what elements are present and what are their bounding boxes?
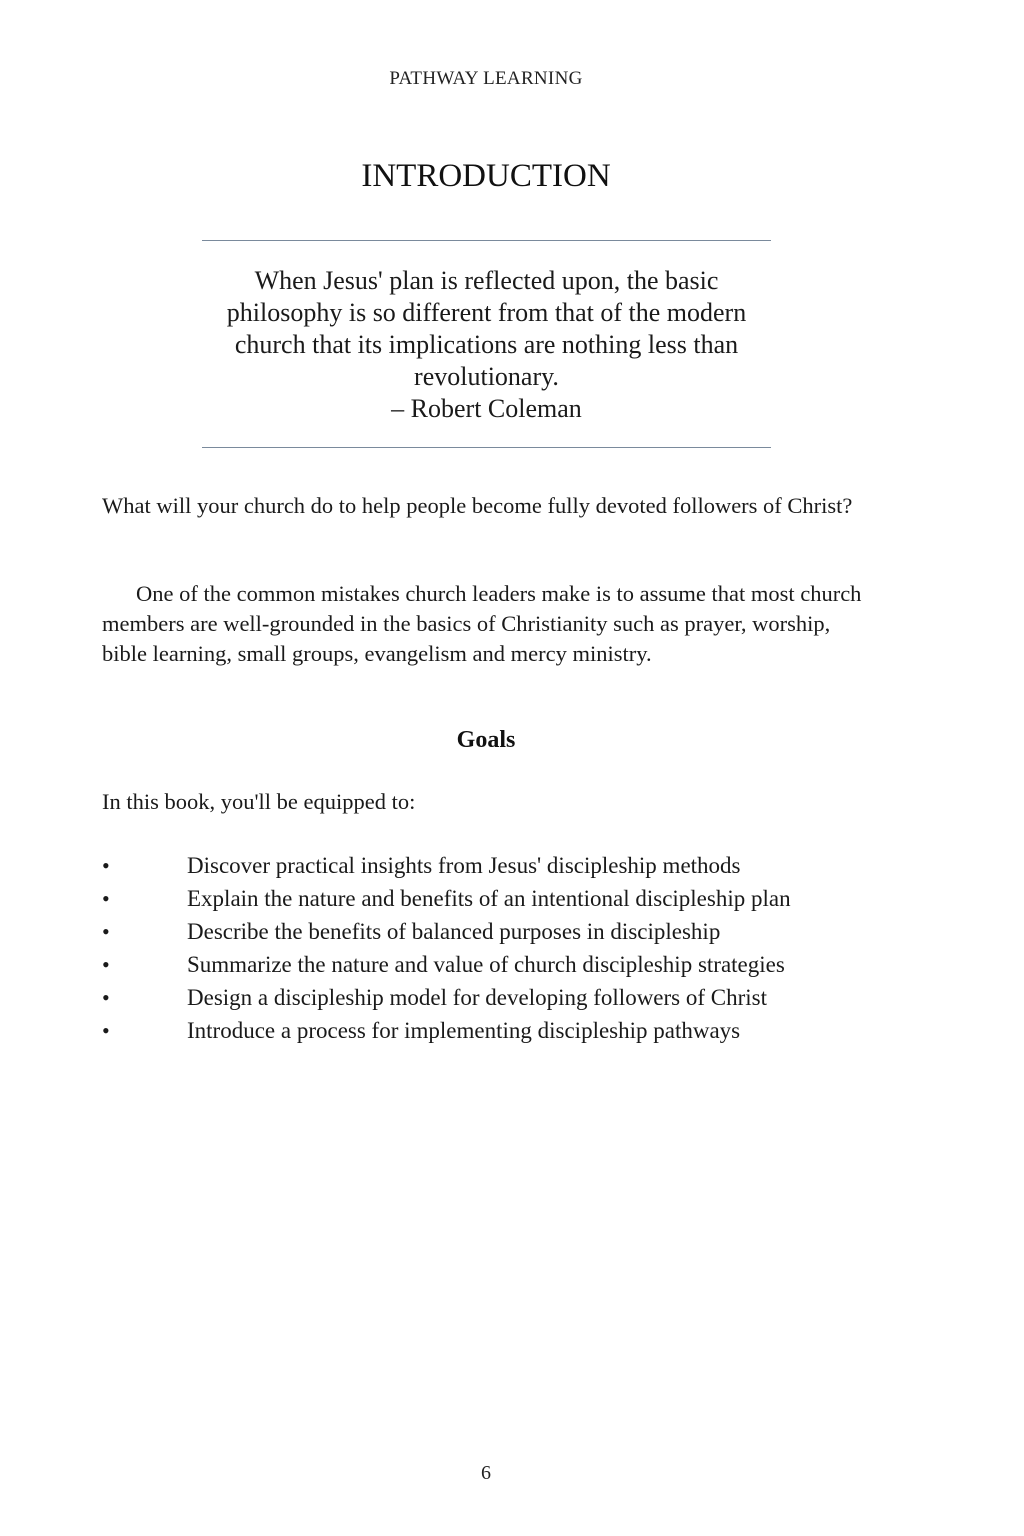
chapter-title: INTRODUCTION — [361, 158, 611, 194]
goal-text: Introduce a process for implementing discipleship pathways — [187, 1018, 741, 1043]
goals-heading: Goals — [456, 727, 516, 753]
epigraph-text — [202, 265, 771, 425]
bullet-icon: • — [102, 853, 110, 878]
goals-list — [102, 849, 902, 1047]
goal-text: Explain the nature and benefits of an intentional discipleship plan — [187, 886, 791, 911]
goal-text: Describe the benefits of balanced purposes in discipleship — [187, 919, 721, 944]
goal-item — [102, 981, 902, 1014]
intro-question: What will your church do to help people become fully devoted followers of Christ? — [102, 493, 853, 518]
intro-paragraph: One of the common mistakes church leaders make is to assume that most church members are well-grounded in the basics of Christianity such as prayer, worship, bible learning, small groups, evangelism and mercy ministry. — [102, 581, 862, 666]
running-head: PATHWAY LEARNING — [389, 68, 583, 89]
goal-item — [102, 849, 902, 882]
goal-item — [102, 882, 902, 915]
epigraph-quote: When Jesus' plan is reflected upon, the basic philosophy is so different from that of the modern church that its implications are nothing less than revolutionary. — [226, 266, 747, 391]
bullet-icon: • — [102, 952, 110, 977]
goal-text: Summarize the nature and value of church discipleship strategies — [187, 952, 785, 977]
bullet-icon: • — [102, 919, 110, 944]
goal-item — [102, 948, 902, 981]
goals-lead-in: In this book, you'll be equipped to: — [102, 789, 416, 814]
epigraph-author: – Robert Coleman — [391, 394, 582, 423]
goal-text: Discover practical insights from Jesus' discipleship methods — [187, 853, 741, 878]
bullet-icon: • — [102, 1018, 110, 1043]
goal-item — [102, 1014, 902, 1047]
bullet-icon: • — [102, 985, 110, 1010]
goal-text: Design a discipleship model for developing followers of Christ — [187, 985, 768, 1010]
bullet-icon: • — [102, 886, 110, 911]
goal-item — [102, 915, 902, 948]
page-number: 6 — [481, 1462, 491, 1484]
epigraph-box — [202, 240, 771, 448]
